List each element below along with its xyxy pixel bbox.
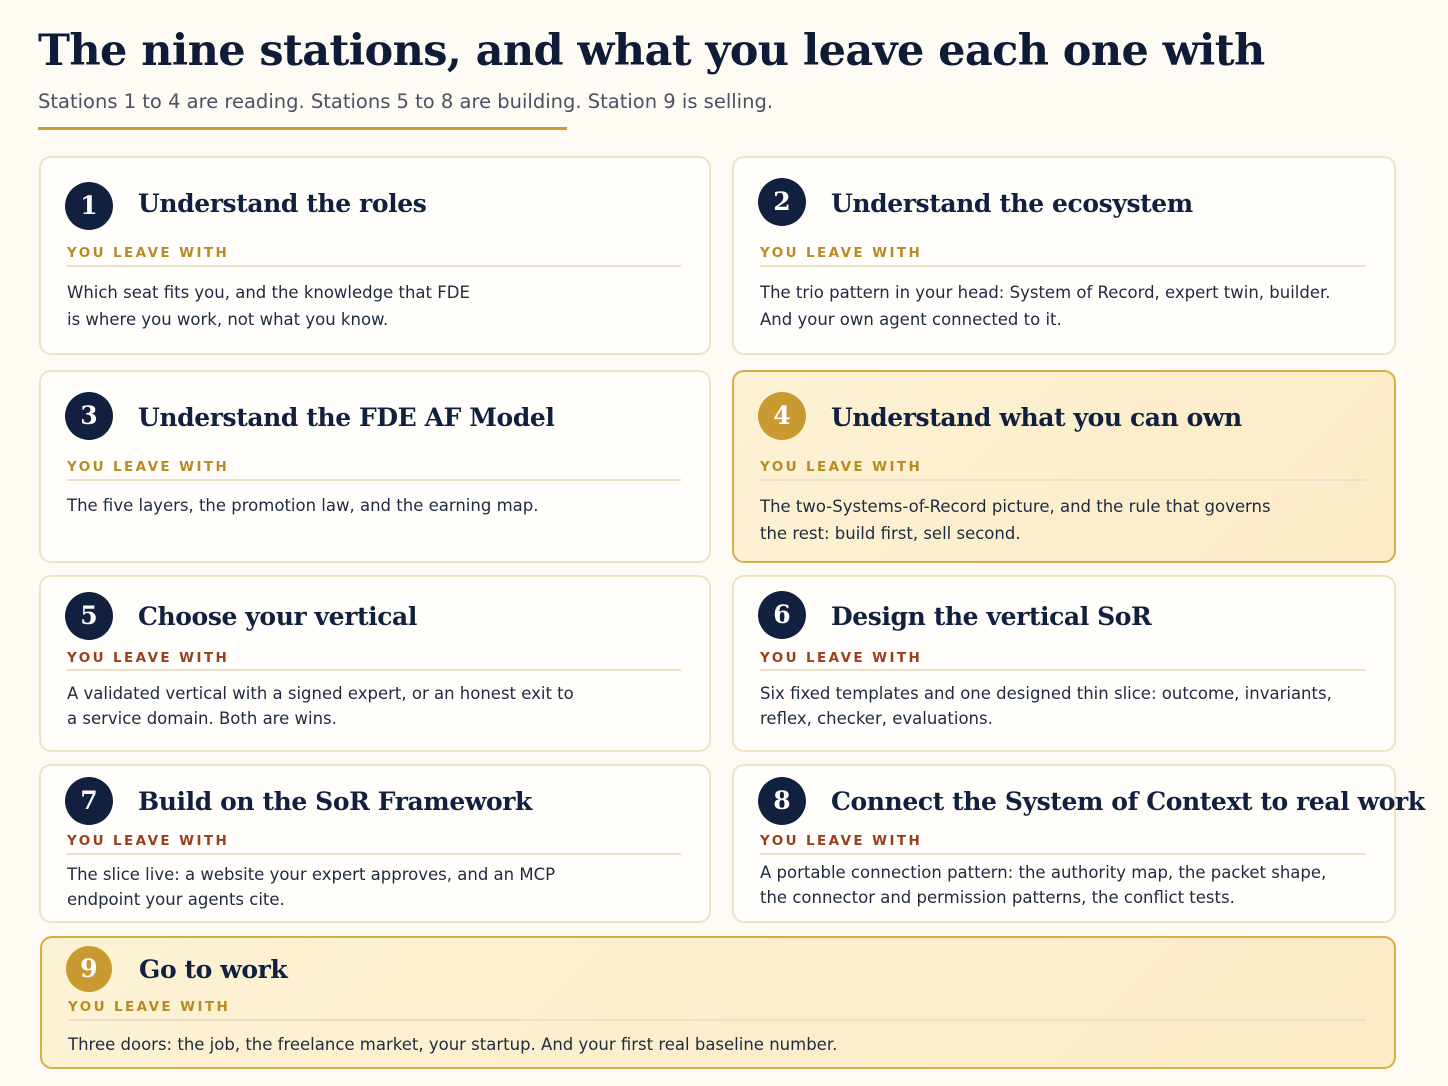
station-number-badge: 4 [758,392,806,440]
divider [67,479,681,481]
station-outcome-line: the connector and permission patterns, the conflict tests. [760,888,1235,907]
station-title: Understand what you can own [831,403,1242,432]
you-leave-with-label: YOU LEAVE WITH [760,459,923,475]
divider [760,265,1366,267]
station-outcome [68,1031,1368,1058]
station-outcome-line: The five layers, the promotion law, and the earning map. [67,496,539,515]
station-title: Design the vertical SoR [831,602,1152,631]
station-title: Connect the System of Context to real work [831,787,1425,816]
station-card-8 [732,764,1425,923]
station-outcome [760,681,1368,731]
station-card-6 [732,575,1396,752]
station-outcome-line: endpoint your agents cite. [67,890,285,909]
divider [67,669,681,671]
station-number-badge: 9 [66,946,112,992]
station-outcome-line: And your own agent connected to it. [760,310,1062,329]
station-title: Understand the roles [138,189,427,218]
station-number-badge: 1 [65,182,113,230]
station-number-badge: 5 [65,592,113,640]
station-outcome-line: The two-Systems-of-Record picture, and the rule that governs [760,497,1271,516]
station-card-5 [39,575,711,752]
you-leave-with-label: YOU LEAVE WITH [760,245,923,261]
divider [760,669,1366,671]
station-title: Build on the SoR Framework [138,787,532,816]
station-number-badge: 8 [758,777,806,825]
station-outcome-line: Six fixed templates and one designed thin slice: outcome, invariants, [760,684,1332,703]
station-card-2 [732,156,1396,355]
station-outcome [67,492,683,519]
station-outcome-line: A portable connection pattern: the authority map, the packet shape, [760,863,1327,882]
title-underline [38,127,567,130]
station-title: Go to work [139,955,288,984]
station-outcome [760,279,1368,333]
station-number-badge: 6 [758,591,806,639]
divider [760,853,1366,855]
station-card-9 [40,936,1396,1069]
divider [68,1019,1366,1021]
station-outcome [67,681,683,731]
station-outcome [67,862,683,912]
station-title: Understand the FDE AF Model [138,403,555,432]
station-outcome [67,279,683,333]
station-outcome-line: The trio pattern in your head: System of Record, expert twin, builder. [760,283,1331,302]
station-card-4 [732,370,1396,563]
station-outcome-line: Three doors: the job, the freelance market, your startup. And your first real baseline number. [68,1035,838,1054]
station-number-badge: 3 [65,392,113,440]
page-subtitle: Stations 1 to 4 are reading. Stations 5 to 8 are building. Station 9 is selling. [38,90,774,113]
station-number-badge: 7 [65,777,113,825]
station-outcome [760,493,1368,547]
you-leave-with-label: YOU LEAVE WITH [67,650,230,666]
station-number-badge: 2 [758,178,806,226]
station-outcome-line: a service domain. Both are wins. [67,709,337,728]
station-outcome-line: Which seat fits you, and the knowledge that FDE [67,283,470,302]
divider [67,265,681,267]
station-title: Choose your vertical [138,602,417,631]
station-outcome-line: The slice live: a website your expert approves, and an MCP [67,865,556,884]
station-title: Understand the ecosystem [831,189,1193,218]
station-card-1 [39,156,711,355]
station-outcome-line: is where you work, not what you know. [67,310,389,329]
divider [760,479,1366,481]
station-card-3 [39,370,711,563]
you-leave-with-label: YOU LEAVE WITH [67,245,230,261]
station-outcome-line: A validated vertical with a signed expert, or an honest exit to [67,684,574,703]
you-leave-with-label: YOU LEAVE WITH [760,833,923,849]
station-outcome-line: the rest: build first, sell second. [760,524,1021,543]
you-leave-with-label: YOU LEAVE WITH [67,833,230,849]
station-outcome [760,860,1368,910]
divider [67,853,681,855]
station-card-7 [39,764,711,923]
you-leave-with-label: YOU LEAVE WITH [760,650,923,666]
page-title: The nine stations, and what you leave each one with [38,26,1265,76]
you-leave-with-label: YOU LEAVE WITH [67,459,230,475]
station-outcome-line: reflex, checker, evaluations. [760,709,993,728]
you-leave-with-label: YOU LEAVE WITH [68,999,231,1015]
